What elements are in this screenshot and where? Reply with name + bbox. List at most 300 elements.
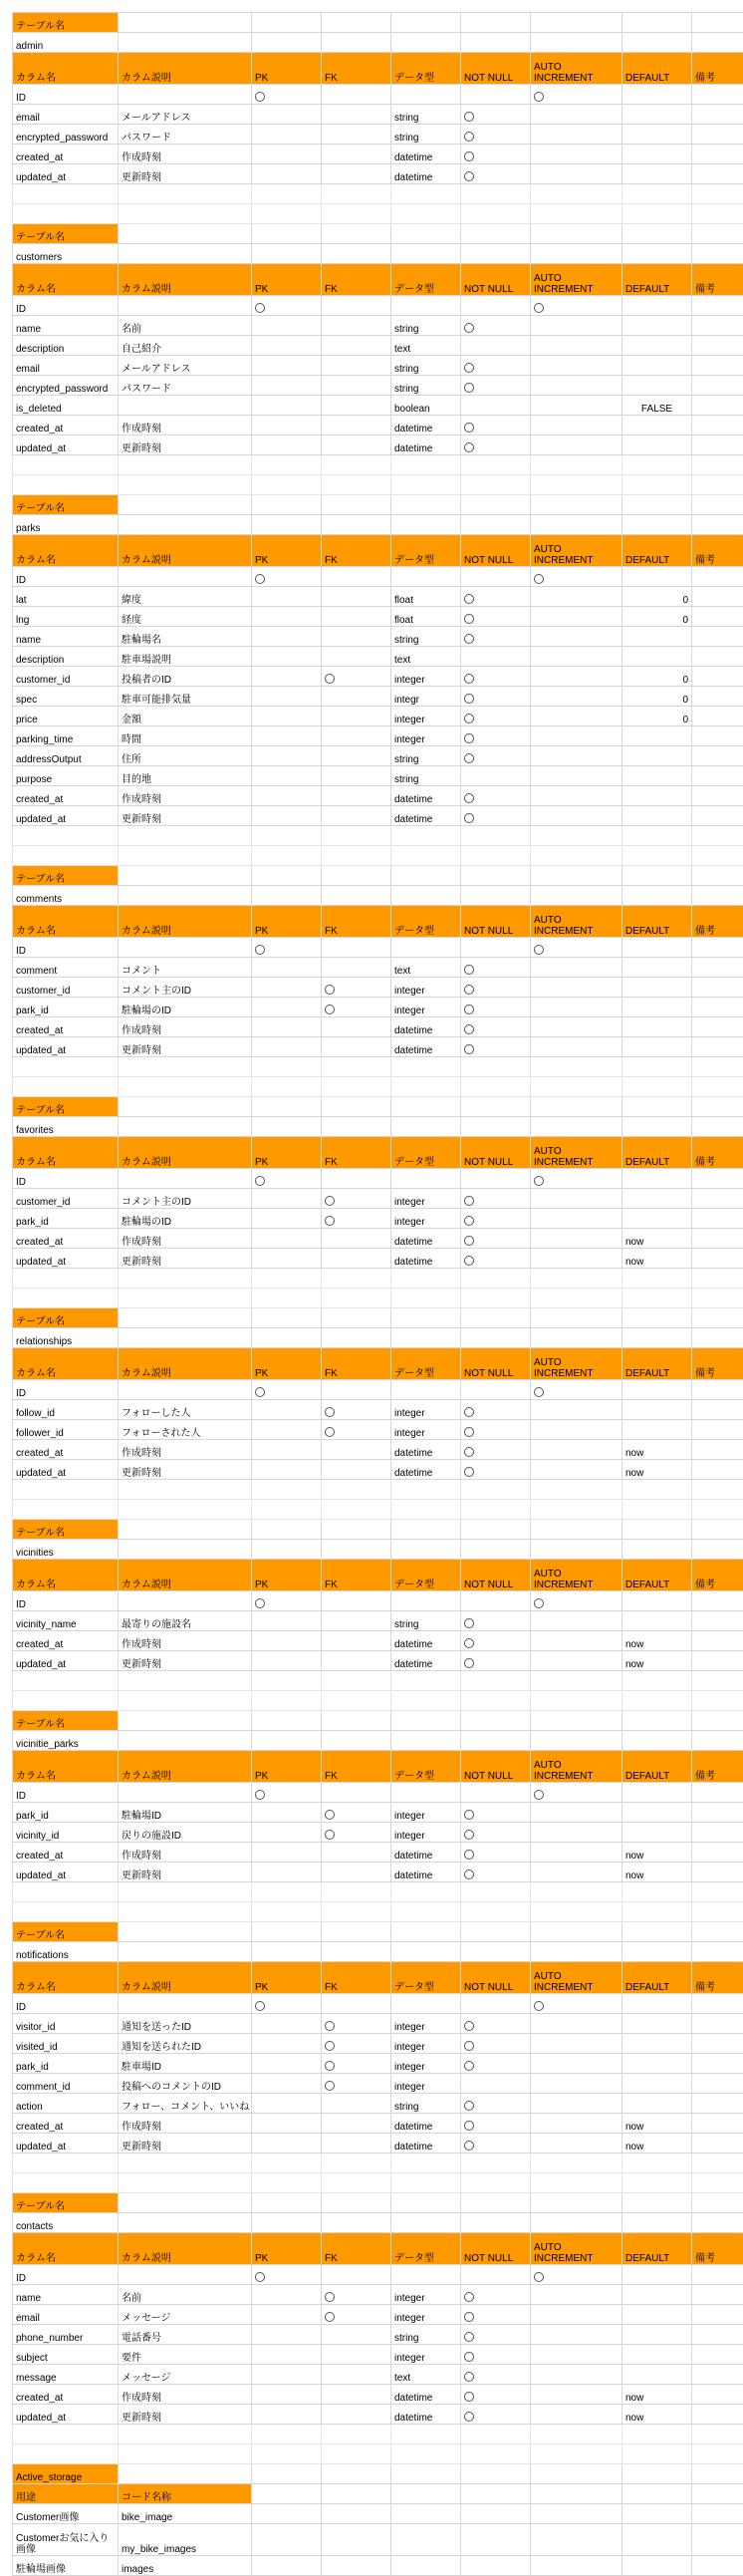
empty-cell[interactable] bbox=[461, 1308, 531, 1328]
data-type[interactable]: integer bbox=[391, 1400, 461, 1420]
fk-cell[interactable] bbox=[322, 164, 391, 184]
pk-cell[interactable] bbox=[252, 396, 322, 416]
not-null-cell[interactable] bbox=[461, 2345, 531, 2365]
pk-cell[interactable] bbox=[252, 2034, 322, 2054]
empty-cell[interactable] bbox=[252, 1922, 322, 1942]
empty-cell[interactable] bbox=[461, 515, 531, 535]
column-name[interactable]: name bbox=[13, 627, 119, 647]
auto-increment-cell[interactable] bbox=[531, 376, 622, 396]
empty-cell[interactable] bbox=[391, 1117, 461, 1137]
header-default[interactable]: DEFAULT bbox=[622, 1137, 692, 1169]
default-value[interactable] bbox=[622, 726, 692, 746]
data-type[interactable]: string bbox=[391, 766, 461, 786]
pk-cell[interactable] bbox=[252, 376, 322, 396]
data-type[interactable]: string bbox=[391, 105, 461, 125]
column-description[interactable]: 作成時刻 bbox=[119, 2385, 252, 2405]
default-value[interactable] bbox=[622, 2305, 692, 2325]
empty-cell[interactable] bbox=[391, 244, 461, 264]
empty-cell[interactable] bbox=[252, 1480, 322, 1500]
column-name[interactable]: ID bbox=[13, 2265, 119, 2285]
note-cell[interactable] bbox=[692, 144, 743, 164]
empty-cell[interactable] bbox=[692, 33, 743, 53]
empty-cell[interactable] bbox=[622, 2556, 692, 2576]
empty-cell[interactable] bbox=[622, 204, 692, 224]
data-type[interactable]: datetime bbox=[391, 416, 461, 435]
empty-cell[interactable] bbox=[461, 455, 531, 475]
empty-cell[interactable] bbox=[119, 886, 252, 906]
empty-cell[interactable] bbox=[622, 1500, 692, 1520]
data-type[interactable]: string bbox=[391, 746, 461, 766]
fk-cell[interactable] bbox=[322, 144, 391, 164]
empty-cell[interactable] bbox=[119, 224, 252, 244]
empty-cell[interactable] bbox=[252, 2556, 322, 2576]
empty-cell[interactable] bbox=[391, 1942, 461, 1962]
not-null-cell[interactable] bbox=[461, 1843, 531, 1862]
column-name[interactable]: created_at bbox=[13, 2385, 119, 2405]
not-null-cell[interactable] bbox=[461, 2305, 531, 2325]
default-value[interactable]: now bbox=[622, 1862, 692, 1882]
data-type[interactable]: string bbox=[391, 316, 461, 336]
header-col-name[interactable]: カラム名 bbox=[13, 2233, 119, 2265]
header-auto-increment[interactable]: AUTO INCREMENT bbox=[531, 1137, 622, 1169]
column-name[interactable]: email bbox=[13, 105, 119, 125]
fk-cell[interactable] bbox=[322, 1631, 391, 1651]
auto-increment-cell[interactable] bbox=[531, 296, 622, 316]
column-name[interactable]: park_id bbox=[13, 1209, 119, 1229]
pk-cell[interactable] bbox=[252, 1823, 322, 1843]
column-description[interactable]: 駐車場ID bbox=[119, 2054, 252, 2074]
empty-cell[interactable] bbox=[531, 1922, 622, 1942]
auto-increment-cell[interactable] bbox=[531, 2325, 622, 2345]
empty-cell[interactable] bbox=[119, 244, 252, 264]
fk-cell[interactable] bbox=[322, 1862, 391, 1882]
empty-cell[interactable] bbox=[531, 1480, 622, 1500]
empty-cell[interactable] bbox=[622, 1288, 692, 1308]
fk-cell[interactable] bbox=[322, 396, 391, 416]
empty-cell[interactable] bbox=[531, 1671, 622, 1691]
default-value[interactable] bbox=[622, 336, 692, 356]
empty-cell[interactable] bbox=[531, 244, 622, 264]
empty-cell[interactable] bbox=[13, 846, 119, 866]
default-value[interactable] bbox=[622, 296, 692, 316]
fk-cell[interactable] bbox=[322, 1380, 391, 1400]
header-col-desc[interactable]: カラム説明 bbox=[119, 1962, 252, 1994]
fk-cell[interactable] bbox=[322, 1460, 391, 1480]
header-note[interactable]: 備考 bbox=[692, 906, 743, 938]
pk-cell[interactable] bbox=[252, 435, 322, 455]
header-pk[interactable]: PK bbox=[252, 264, 322, 296]
empty-cell[interactable] bbox=[322, 1671, 391, 1691]
header-default[interactable]: DEFAULT bbox=[622, 1751, 692, 1783]
not-null-cell[interactable] bbox=[461, 1460, 531, 1480]
empty-cell[interactable] bbox=[692, 204, 743, 224]
empty-cell[interactable] bbox=[119, 2173, 252, 2193]
note-cell[interactable] bbox=[692, 356, 743, 376]
default-value[interactable] bbox=[622, 416, 692, 435]
fk-cell[interactable] bbox=[322, 1169, 391, 1189]
empty-cell[interactable] bbox=[391, 1057, 461, 1077]
column-description[interactable]: 更新時刻 bbox=[119, 1037, 252, 1057]
table-name[interactable]: comments bbox=[13, 886, 119, 906]
fk-cell[interactable] bbox=[322, 2114, 391, 2134]
default-value[interactable]: now bbox=[622, 1631, 692, 1651]
pk-cell[interactable] bbox=[252, 667, 322, 687]
column-description[interactable]: 更新時刻 bbox=[119, 1651, 252, 1671]
default-value[interactable] bbox=[622, 85, 692, 105]
header-note[interactable]: 備考 bbox=[692, 1348, 743, 1380]
pk-cell[interactable] bbox=[252, 567, 322, 587]
empty-cell[interactable] bbox=[322, 204, 391, 224]
empty-cell[interactable] bbox=[252, 204, 322, 224]
empty-cell[interactable] bbox=[461, 475, 531, 495]
empty-cell[interactable] bbox=[322, 1057, 391, 1077]
note-cell[interactable] bbox=[692, 627, 743, 647]
empty-cell[interactable] bbox=[119, 2213, 252, 2233]
column-name[interactable]: lat bbox=[13, 587, 119, 607]
not-null-cell[interactable] bbox=[461, 2074, 531, 2094]
data-type[interactable]: float bbox=[391, 607, 461, 627]
empty-cell[interactable] bbox=[252, 495, 322, 515]
header-data-type[interactable]: データ型 bbox=[391, 1560, 461, 1591]
empty-cell[interactable] bbox=[692, 846, 743, 866]
default-value[interactable]: 0 bbox=[622, 687, 692, 707]
empty-cell[interactable] bbox=[692, 1097, 743, 1117]
empty-cell[interactable] bbox=[322, 1077, 391, 1097]
auto-increment-cell[interactable] bbox=[531, 2405, 622, 2425]
auto-increment-cell[interactable] bbox=[531, 766, 622, 786]
empty-cell[interactable] bbox=[322, 224, 391, 244]
fk-cell[interactable] bbox=[322, 85, 391, 105]
auto-increment-cell[interactable] bbox=[531, 806, 622, 826]
not-null-cell[interactable] bbox=[461, 435, 531, 455]
default-value[interactable]: now bbox=[622, 1249, 692, 1269]
note-cell[interactable] bbox=[692, 607, 743, 627]
empty-cell[interactable] bbox=[622, 2464, 692, 2484]
fk-cell[interactable] bbox=[322, 1803, 391, 1823]
auto-increment-cell[interactable] bbox=[531, 998, 622, 1017]
header-col-desc[interactable]: カラム説明 bbox=[119, 264, 252, 296]
empty-cell[interactable] bbox=[692, 1942, 743, 1962]
column-description[interactable]: パスワード bbox=[119, 125, 252, 144]
empty-cell[interactable] bbox=[119, 2193, 252, 2213]
empty-cell[interactable] bbox=[119, 2425, 252, 2444]
empty-cell[interactable] bbox=[391, 2484, 461, 2504]
not-null-cell[interactable] bbox=[461, 396, 531, 416]
note-cell[interactable] bbox=[692, 1380, 743, 1400]
empty-cell[interactable] bbox=[461, 2153, 531, 2173]
not-null-cell[interactable] bbox=[461, 2385, 531, 2405]
fk-cell[interactable] bbox=[322, 687, 391, 707]
default-value[interactable] bbox=[622, 627, 692, 647]
auto-increment-cell[interactable] bbox=[531, 416, 622, 435]
note-cell[interactable] bbox=[692, 396, 743, 416]
empty-cell[interactable] bbox=[252, 2173, 322, 2193]
empty-cell[interactable] bbox=[119, 1288, 252, 1308]
data-type[interactable]: string bbox=[391, 356, 461, 376]
header-auto-increment[interactable]: AUTO INCREMENT bbox=[531, 1751, 622, 1783]
auto-increment-cell[interactable] bbox=[531, 627, 622, 647]
empty-cell[interactable] bbox=[692, 1500, 743, 1520]
fk-cell[interactable] bbox=[322, 2265, 391, 2285]
column-description[interactable]: コメント主のID bbox=[119, 978, 252, 998]
empty-cell[interactable] bbox=[461, 1540, 531, 1560]
empty-cell[interactable] bbox=[622, 2173, 692, 2193]
header-auto-increment[interactable]: AUTO INCREMENT bbox=[531, 535, 622, 567]
default-value[interactable]: now bbox=[622, 1460, 692, 1480]
default-value[interactable] bbox=[622, 1783, 692, 1803]
empty-cell[interactable] bbox=[531, 1117, 622, 1137]
empty-cell[interactable] bbox=[391, 455, 461, 475]
empty-cell[interactable] bbox=[391, 1328, 461, 1348]
column-name[interactable]: created_at bbox=[13, 1843, 119, 1862]
empty-cell[interactable] bbox=[622, 826, 692, 846]
empty-cell[interactable] bbox=[252, 2504, 322, 2524]
not-null-cell[interactable] bbox=[461, 144, 531, 164]
table-name-label[interactable]: テーブル名 bbox=[13, 1097, 119, 1117]
default-value[interactable] bbox=[622, 376, 692, 396]
data-type[interactable]: datetime bbox=[391, 1229, 461, 1249]
auto-increment-cell[interactable] bbox=[531, 1651, 622, 1671]
data-type[interactable]: integer bbox=[391, 2345, 461, 2365]
empty-cell[interactable] bbox=[252, 1902, 322, 1922]
pk-cell[interactable] bbox=[252, 316, 322, 336]
column-description[interactable]: 時間 bbox=[119, 726, 252, 746]
column-description[interactable]: 名前 bbox=[119, 316, 252, 336]
column-description[interactable]: 駐輪場のID bbox=[119, 1209, 252, 1229]
not-null-cell[interactable] bbox=[461, 647, 531, 667]
not-null-cell[interactable] bbox=[461, 1631, 531, 1651]
empty-cell[interactable] bbox=[531, 2484, 622, 2504]
empty-cell[interactable] bbox=[119, 184, 252, 204]
empty-cell[interactable] bbox=[252, 826, 322, 846]
header-data-type[interactable]: データ型 bbox=[391, 2233, 461, 2265]
note-cell[interactable] bbox=[692, 376, 743, 396]
auto-increment-cell[interactable] bbox=[531, 2074, 622, 2094]
fk-cell[interactable] bbox=[322, 587, 391, 607]
auto-increment-cell[interactable] bbox=[531, 938, 622, 958]
table-name[interactable]: customers bbox=[13, 244, 119, 264]
data-type[interactable]: datetime bbox=[391, 806, 461, 826]
fk-cell[interactable] bbox=[322, 2385, 391, 2405]
empty-cell[interactable] bbox=[531, 475, 622, 495]
note-cell[interactable] bbox=[692, 1249, 743, 1269]
default-value[interactable] bbox=[622, 2094, 692, 2114]
empty-cell[interactable] bbox=[322, 1097, 391, 1117]
column-description[interactable]: 更新時刻 bbox=[119, 2134, 252, 2153]
column-name[interactable]: follow_id bbox=[13, 1400, 119, 1420]
default-value[interactable] bbox=[622, 1169, 692, 1189]
empty-cell[interactable] bbox=[531, 515, 622, 535]
empty-cell[interactable] bbox=[322, 1480, 391, 1500]
header-not-null[interactable]: NOT NULL bbox=[461, 2233, 531, 2265]
empty-cell[interactable] bbox=[252, 1691, 322, 1711]
empty-cell[interactable] bbox=[322, 846, 391, 866]
empty-cell[interactable] bbox=[531, 2213, 622, 2233]
default-value[interactable]: now bbox=[622, 1651, 692, 1671]
note-cell[interactable] bbox=[692, 1189, 743, 1209]
auto-increment-cell[interactable] bbox=[531, 2385, 622, 2405]
empty-cell[interactable] bbox=[622, 13, 692, 33]
data-type[interactable]: datetime bbox=[391, 2114, 461, 2134]
note-cell[interactable] bbox=[692, 2074, 743, 2094]
data-type[interactable]: integer bbox=[391, 1803, 461, 1823]
empty-cell[interactable] bbox=[391, 224, 461, 244]
empty-cell[interactable] bbox=[322, 475, 391, 495]
not-null-cell[interactable] bbox=[461, 105, 531, 125]
data-type[interactable]: integer bbox=[391, 2014, 461, 2034]
auto-increment-cell[interactable] bbox=[531, 667, 622, 687]
not-null-cell[interactable] bbox=[461, 2134, 531, 2153]
auto-increment-cell[interactable] bbox=[531, 435, 622, 455]
empty-cell[interactable] bbox=[622, 244, 692, 264]
data-type[interactable] bbox=[391, 1591, 461, 1611]
not-null-cell[interactable] bbox=[461, 2054, 531, 2074]
auto-increment-cell[interactable] bbox=[531, 2305, 622, 2325]
fk-cell[interactable] bbox=[322, 2074, 391, 2094]
header-default[interactable]: DEFAULT bbox=[622, 535, 692, 567]
not-null-cell[interactable] bbox=[461, 607, 531, 627]
header-col-name[interactable]: カラム名 bbox=[13, 1348, 119, 1380]
default-value[interactable] bbox=[622, 2285, 692, 2305]
note-cell[interactable] bbox=[692, 2385, 743, 2405]
column-description[interactable]: 戻りの施設ID bbox=[119, 1823, 252, 1843]
column-description[interactable] bbox=[119, 567, 252, 587]
pk-cell[interactable] bbox=[252, 1611, 322, 1631]
header-pk[interactable]: PK bbox=[252, 2233, 322, 2265]
column-description[interactable]: 作成時刻 bbox=[119, 1631, 252, 1651]
empty-cell[interactable] bbox=[622, 2425, 692, 2444]
not-null-cell[interactable] bbox=[461, 958, 531, 978]
auto-increment-cell[interactable] bbox=[531, 726, 622, 746]
empty-cell[interactable] bbox=[622, 1882, 692, 1902]
default-value[interactable] bbox=[622, 2325, 692, 2345]
header-fk[interactable]: FK bbox=[322, 535, 391, 567]
header-col-name[interactable]: カラム名 bbox=[13, 1962, 119, 1994]
empty-cell[interactable] bbox=[119, 2153, 252, 2173]
default-value[interactable]: now bbox=[622, 1440, 692, 1460]
empty-cell[interactable] bbox=[531, 2556, 622, 2576]
empty-cell[interactable] bbox=[622, 846, 692, 866]
pk-cell[interactable] bbox=[252, 296, 322, 316]
fk-cell[interactable] bbox=[322, 2345, 391, 2365]
note-cell[interactable] bbox=[692, 1591, 743, 1611]
pk-cell[interactable] bbox=[252, 766, 322, 786]
column-name[interactable]: vicinity_id bbox=[13, 1823, 119, 1843]
default-value[interactable] bbox=[622, 2345, 692, 2365]
empty-cell[interactable] bbox=[322, 826, 391, 846]
header-data-type[interactable]: データ型 bbox=[391, 1137, 461, 1169]
column-description[interactable]: 駐輪場のID bbox=[119, 998, 252, 1017]
empty-cell[interactable] bbox=[461, 2173, 531, 2193]
column-description[interactable] bbox=[119, 1169, 252, 1189]
empty-cell[interactable] bbox=[252, 1077, 322, 1097]
empty-cell[interactable] bbox=[391, 1520, 461, 1540]
empty-cell[interactable] bbox=[531, 846, 622, 866]
empty-cell[interactable] bbox=[692, 1902, 743, 1922]
empty-cell[interactable] bbox=[622, 1922, 692, 1942]
default-value[interactable]: 0 bbox=[622, 607, 692, 627]
data-type[interactable] bbox=[391, 85, 461, 105]
pk-cell[interactable] bbox=[252, 786, 322, 806]
empty-cell[interactable] bbox=[692, 2504, 743, 2524]
header-default[interactable]: DEFAULT bbox=[622, 1962, 692, 1994]
empty-cell[interactable] bbox=[531, 2193, 622, 2213]
pk-cell[interactable] bbox=[252, 647, 322, 667]
auto-increment-cell[interactable] bbox=[531, 746, 622, 766]
empty-cell[interactable] bbox=[391, 2504, 461, 2524]
default-value[interactable]: 0 bbox=[622, 667, 692, 687]
empty-cell[interactable] bbox=[531, 1731, 622, 1751]
empty-cell[interactable] bbox=[322, 244, 391, 264]
empty-cell[interactable] bbox=[622, 2504, 692, 2524]
pk-cell[interactable] bbox=[252, 2365, 322, 2385]
pk-cell[interactable] bbox=[252, 1249, 322, 1269]
empty-cell[interactable] bbox=[322, 1520, 391, 1540]
column-description[interactable] bbox=[119, 2265, 252, 2285]
note-cell[interactable] bbox=[692, 1017, 743, 1037]
pk-cell[interactable] bbox=[252, 2054, 322, 2074]
table-name-label[interactable]: テーブル名 bbox=[13, 224, 119, 244]
empty-cell[interactable] bbox=[692, 1520, 743, 1540]
not-null-cell[interactable] bbox=[461, 978, 531, 998]
header-not-null[interactable]: NOT NULL bbox=[461, 1348, 531, 1380]
data-type[interactable]: string bbox=[391, 125, 461, 144]
note-cell[interactable] bbox=[692, 2265, 743, 2285]
header-fk[interactable]: FK bbox=[322, 1348, 391, 1380]
empty-cell[interactable] bbox=[622, 1520, 692, 1540]
empty-cell[interactable] bbox=[252, 184, 322, 204]
note-cell[interactable] bbox=[692, 2094, 743, 2114]
note-cell[interactable] bbox=[692, 1862, 743, 1882]
data-type[interactable]: datetime bbox=[391, 435, 461, 455]
empty-cell[interactable] bbox=[252, 1731, 322, 1751]
table-name-label[interactable]: テーブル名 bbox=[13, 13, 119, 33]
column-name[interactable]: message bbox=[13, 2365, 119, 2385]
fk-cell[interactable] bbox=[322, 726, 391, 746]
auto-increment-cell[interactable] bbox=[531, 85, 622, 105]
pk-cell[interactable] bbox=[252, 2405, 322, 2425]
empty-cell[interactable] bbox=[531, 1269, 622, 1288]
fk-cell[interactable] bbox=[322, 1440, 391, 1460]
empty-cell[interactable] bbox=[692, 1671, 743, 1691]
data-type[interactable] bbox=[391, 938, 461, 958]
empty-cell[interactable] bbox=[119, 1057, 252, 1077]
note-cell[interactable] bbox=[692, 1229, 743, 1249]
pk-cell[interactable] bbox=[252, 2385, 322, 2405]
data-type[interactable]: integer bbox=[391, 1823, 461, 1843]
empty-cell[interactable] bbox=[119, 1480, 252, 1500]
pk-cell[interactable] bbox=[252, 707, 322, 726]
header-not-null[interactable]: NOT NULL bbox=[461, 53, 531, 85]
empty-cell[interactable] bbox=[461, 1942, 531, 1962]
column-description[interactable]: 更新時刻 bbox=[119, 1862, 252, 1882]
column-description[interactable]: 名前 bbox=[119, 2285, 252, 2305]
empty-cell[interactable] bbox=[531, 2504, 622, 2524]
not-null-cell[interactable] bbox=[461, 1803, 531, 1823]
header-data-type[interactable]: データ型 bbox=[391, 906, 461, 938]
empty-cell[interactable] bbox=[461, 1269, 531, 1288]
empty-cell[interactable] bbox=[461, 2193, 531, 2213]
empty-cell[interactable] bbox=[252, 2484, 322, 2504]
default-value[interactable] bbox=[622, 2014, 692, 2034]
header-note[interactable]: 備考 bbox=[692, 1751, 743, 1783]
header-note[interactable]: 備考 bbox=[692, 1137, 743, 1169]
pk-cell[interactable] bbox=[252, 144, 322, 164]
empty-cell[interactable] bbox=[252, 244, 322, 264]
column-name[interactable]: ID bbox=[13, 85, 119, 105]
empty-cell[interactable] bbox=[531, 2524, 622, 2556]
empty-cell[interactable] bbox=[692, 1328, 743, 1348]
